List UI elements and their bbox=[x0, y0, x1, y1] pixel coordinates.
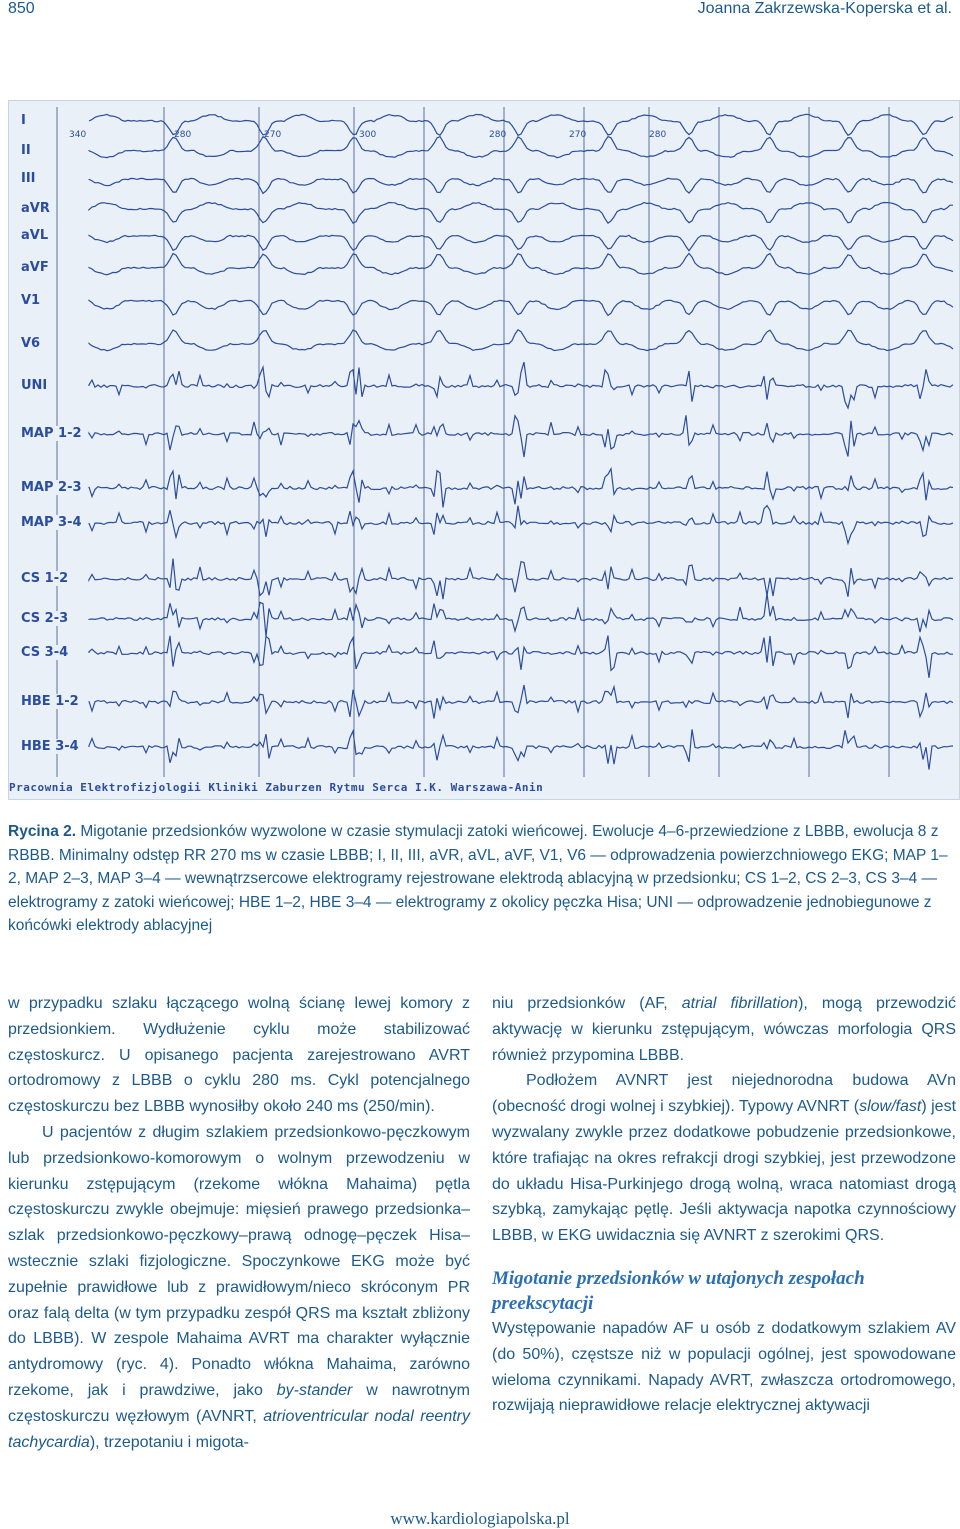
page-header bbox=[8, 0, 952, 20]
ecg-trace bbox=[89, 415, 953, 457]
lead-label: aVF bbox=[21, 260, 49, 275]
caption-text: Migotanie przedsionków wyzwolone w czasie stymulacji zatoki wieńcowej. Ewolucje 4–6-przewiedzione z LBBB, ewolucja 8 z RBBB. Minimalny odstęp RR 270 ms w czasie LBBB; I, II, III, aVR, aVL, aVF, V1, V6 — odprowadzenia powierzchniowego EKG; MAP 1–2, MAP 2–3, MAP 3–4 — wewnątrzsercowe elektrogramy rejestrowane elektrodą ablacyjną w przedsionku; CS 1–2, CS 2–3, CS 3–4 — elektrogramy z zatoki wieńcowej; HBE 1–2, HBE 3–4 — elektrogramy z okolicy pęczka Hisa; UNI — odprowadzenie jednobiegunowe z końcówki elektrody ablacyjnej bbox=[8, 823, 948, 935]
ecg-trace bbox=[89, 594, 953, 637]
journal-url: www.kardiologiapolska.pl bbox=[390, 1509, 570, 1528]
ecg-figure bbox=[8, 100, 960, 800]
rr-interval-label: 280 bbox=[649, 130, 667, 140]
running-authors: Joanna Zakrzewska-Koperska et al. bbox=[697, 0, 952, 17]
ecg-trace bbox=[89, 362, 953, 408]
ecg-trace bbox=[89, 137, 953, 158]
section-heading: Migotanie przedsionków w utajonych zespołach preekscytacji bbox=[492, 1267, 865, 1314]
rr-interval-label: 340 bbox=[69, 130, 87, 140]
lead-label: UNI bbox=[21, 378, 48, 393]
lead-label: III bbox=[21, 171, 36, 186]
ecg-trace bbox=[89, 114, 953, 135]
rr-interval-label: 280 bbox=[489, 130, 507, 140]
ecg-trace bbox=[89, 636, 953, 678]
ecg-trace bbox=[89, 506, 953, 544]
ecg-tracings bbox=[9, 101, 959, 799]
paragraph: U pacjentów z długim szlakiem przedsionkowo-pęczkowym lub przedsionkowo-komorowym o wolnym przewodzeniu w kierunku zstępującym (rzekome włókna Mahaima) pętla częstoskurczu zwykle obejmuje: mięsień prawego przedsionka–szlak przedsionkowo-pęczkowy–prawą odnogę–pęczek Hisa–wstecznie szlaki fizjologiczne. Spoczynkowe EKG może być zupełnie prawidłowe lub z prawidłowym/nieco skróconym PR oraz falą delta (w tym przypadku zespół QRS ma kształt zbliżony do LBBB). W zespole Mahaima AVRT ma charakter wyłącznie antydromowy (ryc. 4). Ponadto włókna Mahaima, zarówno rzekome, jak i prawdziwe, jako by-stander w nawrotnym częstoskurczu węzłowym (AVNRT, atrioventricular nodal reentry tachycardia), trzepotaniu i migota- bbox=[8, 1123, 470, 1451]
ecg-trace bbox=[89, 469, 953, 508]
lab-footer: Pracownia Elektrofizjologii Kliniki Zaburzen Rytmu Serca I.K. Warszawa-Anin bbox=[9, 781, 544, 794]
page-number: 850 bbox=[8, 0, 35, 17]
ecg-trace bbox=[89, 253, 953, 274]
lead-label: MAP 3-4 bbox=[21, 515, 82, 530]
caption-label: Rycina 2. bbox=[8, 823, 77, 840]
rr-interval-label: 300 bbox=[359, 130, 377, 140]
lead-label: I bbox=[21, 113, 26, 128]
lead-label: MAP 1-2 bbox=[21, 426, 82, 441]
paragraph: w przypadku szlaku łączącego wolną ścianę lewej komory z przedsionkiem. Wydłużenie cyklu może stabilizować częstoskurcz. U opisanego pacjenta zarejestrowano AVRT ortodromowy z LBBB o cyklu 280 ms. Cykl potencjalnego częstoskurczu bez LBBB wynosiłby około 240 ms (250/min). bbox=[8, 995, 470, 1116]
paragraph: niu przedsionków (AF, atrial fibrillation), mogą przewodzić aktywację w kierunku zstępującym, wówczas morfologia QRS również przypomina LBBB. bbox=[492, 995, 956, 1064]
lead-label: V6 bbox=[21, 336, 41, 351]
lead-label: aVL bbox=[21, 228, 49, 243]
lead-label: CS 2-3 bbox=[21, 611, 69, 626]
rr-interval-label: 280 bbox=[174, 130, 192, 140]
lead-label: CS 1-2 bbox=[21, 571, 69, 586]
ecg-trace bbox=[89, 559, 953, 600]
right-column bbox=[492, 991, 956, 1419]
rr-interval-label: 270 bbox=[569, 130, 587, 140]
ecg-trace bbox=[89, 300, 953, 315]
rr-interval-label: 270 bbox=[264, 130, 282, 140]
lead-label: II bbox=[21, 143, 31, 158]
ecg-trace bbox=[89, 235, 953, 250]
figure-caption bbox=[8, 820, 956, 938]
ecg-trace bbox=[89, 203, 953, 224]
lead-label: HBE 1-2 bbox=[21, 694, 79, 709]
lead-label: aVR bbox=[21, 201, 50, 216]
lead-label: HBE 3-4 bbox=[21, 739, 79, 754]
ecg-trace bbox=[89, 178, 953, 193]
left-column bbox=[8, 991, 470, 1455]
lead-label: CS 3-4 bbox=[21, 645, 69, 660]
paragraph: Podłożem AVNRT jest niejednorodna budowa AVn (obecność drogi wolnej i szybkiej). Typowy AVNRT (slow/fast) jest wyzwalany zwykle przez dodatkowe pobudzenie przedsionkowe, które trafiając na okres refrakcji drogi szybkiej, jest przewodzone do układu Hisa-Purkinjego drogą wolną, wraca natomiast drogą szybką, zamykając pętlę. Jeśli aktywacja napotka czynnościowy LBBB, w EKG uwidacznia się AVNRT z szerokimi QRS. bbox=[492, 1072, 957, 1245]
lead-label: MAP 2-3 bbox=[21, 480, 82, 495]
ecg-trace bbox=[89, 330, 953, 351]
paragraph: Występowanie napadów AF u osób z dodatkowym szlakiem AV (do 50%), częstsze niż w populacji ogólnej, jest spowodowane wieloma czynnikami. Napady AVRT, zwłaszcza ortodromowego, rozwijają nieprawidłowe relacje elektrycznej aktywacji bbox=[492, 1319, 956, 1415]
ecg-trace bbox=[89, 729, 953, 769]
ecg-trace bbox=[89, 685, 953, 719]
lead-label: V1 bbox=[21, 293, 41, 308]
